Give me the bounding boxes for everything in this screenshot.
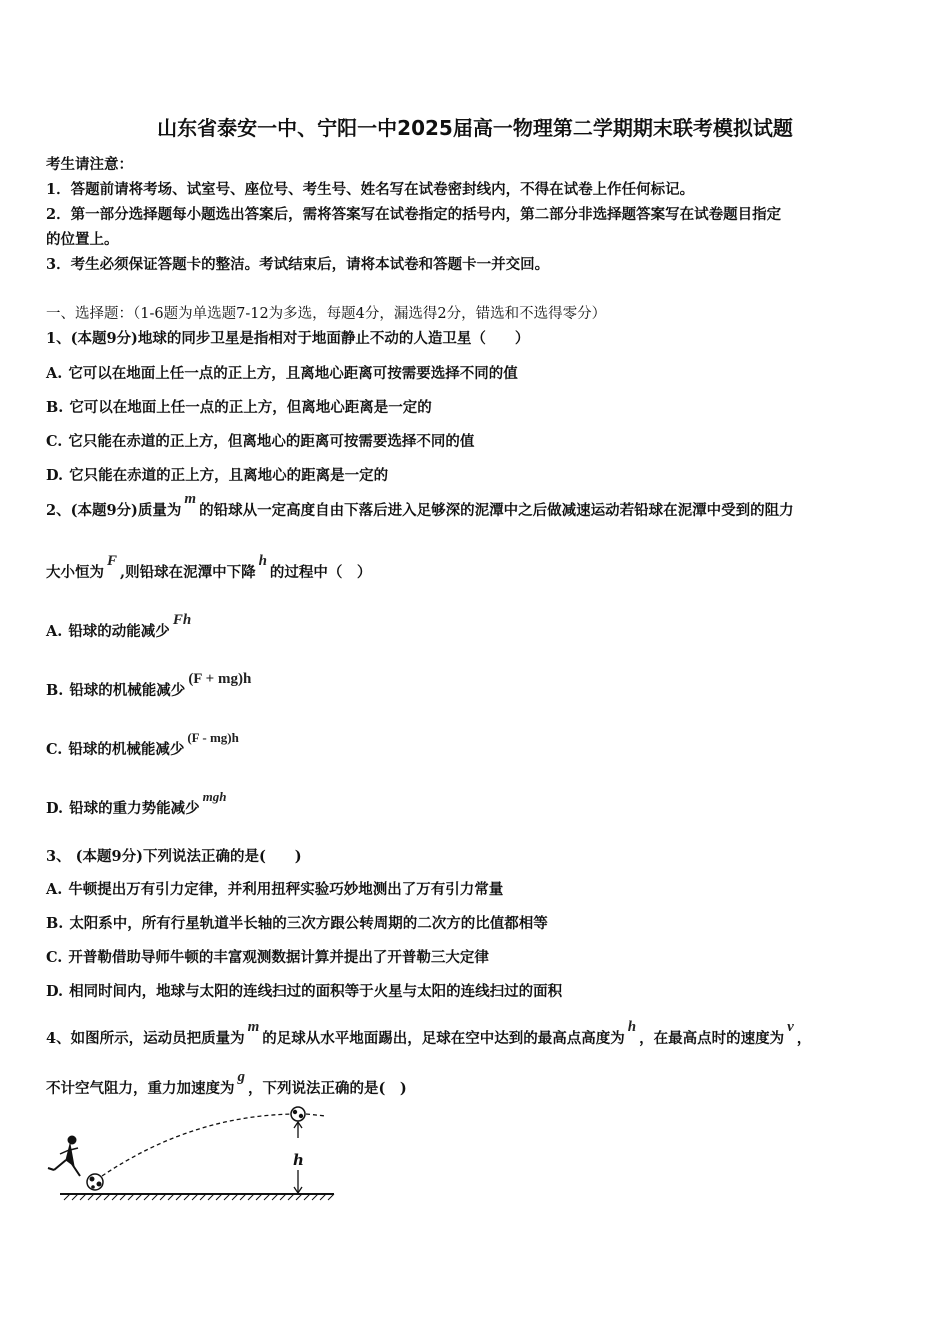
option-letter: A. — [46, 623, 63, 640]
question-3-stem: 3、 (本题9分)下列说法正确的是( ) — [46, 848, 302, 865]
stem-text: 4、如图所示，运动员把质量为 — [46, 1030, 245, 1047]
question-3-option-a — [46, 878, 503, 899]
question-2-stem-line-1 — [46, 491, 794, 520]
option-text: 它可以在地面上任一点的正上方，且离地心距离可按需要选择不同的值 — [68, 365, 518, 382]
stem-text: 2、(本题9分)质量为 — [46, 502, 182, 519]
stem-text: ，下列说法正确的是( ) — [248, 1080, 407, 1097]
option-text: 铅球的动能减少 — [68, 623, 170, 640]
option-text: 铅球的机械能减少 — [68, 741, 185, 758]
option-text: 铅球的重力势能减少 — [69, 800, 200, 817]
player-figure — [48, 1136, 80, 1176]
option-letter: D. — [46, 467, 64, 484]
notice-item: 1．答题前请将考场、试室号、座位号、考生号、姓名写在试卷密封线内，不得在试卷上作任何标记。 — [46, 181, 695, 198]
math-symbol-v: v — [787, 1019, 794, 1035]
stem-text: ， — [796, 1030, 812, 1047]
notice-item: 的位置上。 — [46, 231, 119, 248]
option-text: 它可以在地面上任一点的正上方，但离地心距离是一定的 — [69, 399, 432, 416]
question-2-option-d — [46, 789, 229, 818]
question-2-stem-line-2 — [46, 553, 372, 582]
question-2-option-b — [46, 671, 254, 700]
stem-text: ,则铅球在泥潭中下降 — [120, 564, 256, 581]
math-symbol-f: F — [107, 553, 118, 569]
math-symbol-g: g — [237, 1069, 245, 1085]
question-1-option-a — [46, 362, 518, 383]
option-text: 开普勒借助导师牛顿的丰富观测数据计算并提出了开普勒三大定律 — [68, 949, 489, 966]
option-letter: C. — [46, 741, 63, 758]
notice-item: 2．第一部分选择题每小题选出答案后，需将答案写在试卷指定的括号内，第二部分非选择题答案写在试卷题目指定 — [46, 206, 782, 223]
math-symbol-m: m — [247, 1019, 260, 1035]
ball-top-icon — [291, 1107, 305, 1121]
option-text: 它只能在赤道的正上方，且离地心的距离是一定的 — [69, 467, 389, 484]
option-math: Fh — [172, 612, 192, 628]
stem-text: 大小恒为 — [46, 564, 104, 581]
question-2-option-c — [46, 730, 242, 759]
notice-item: 3．考生必须保证答题卡的整洁。考试结束后，请将本试卷和答题卡一并交回。 — [46, 256, 550, 273]
question-2-option-a — [46, 612, 194, 641]
question-3-option-c — [46, 946, 489, 967]
question-4-stem-line-2 — [46, 1069, 407, 1098]
option-text: 铅球的机械能减少 — [69, 682, 186, 699]
option-letter: D. — [46, 983, 64, 1000]
trajectory-path — [306, 1114, 326, 1116]
option-text: 它只能在赤道的正上方，但离地心的距离可按需要选择不同的值 — [68, 433, 475, 450]
option-letter: A. — [46, 881, 63, 898]
question-1-option-b — [46, 396, 432, 417]
option-math: mgh — [202, 789, 227, 804]
option-text: 太阳系中，所有行星轨道半长轴的三次方跟公转周期的二次方的比值都相等 — [69, 915, 548, 932]
option-text: 相同时间内，地球与太阳的连线扫过的面积等于火星与太阳的连线扫过的面积 — [69, 983, 563, 1000]
question-1-option-d — [46, 464, 388, 485]
stem-text: ，在最高点时的速度为 — [639, 1030, 785, 1047]
question-3-option-d — [46, 980, 562, 1001]
option-letter: B. — [46, 682, 64, 699]
notice-heading: 考生请注意： — [46, 156, 133, 173]
option-math: (F - mg)h — [187, 730, 239, 745]
option-letter: C. — [46, 949, 63, 966]
question-4-stem-line-1 — [46, 1019, 812, 1048]
option-letter: D. — [46, 800, 64, 817]
kick-trajectory-figure — [44, 1104, 344, 1204]
stem-text: 的足球从水平地面踢出，足球在空中达到的最高点高度为 — [262, 1030, 625, 1047]
stem-text: 的过程中（ ） — [269, 564, 372, 581]
option-letter: B. — [46, 915, 64, 932]
option-letter: B. — [46, 399, 64, 416]
question-1-option-c — [46, 430, 474, 451]
stem-text: 不计空气阻力，重力加速度为 — [46, 1080, 235, 1097]
height-label: h — [293, 1151, 304, 1169]
math-symbol-h: h — [258, 553, 267, 569]
ball-start-icon — [87, 1174, 103, 1190]
option-math: (F + mg)h — [188, 671, 252, 687]
section-heading: 一、选择题：（1-6题为单选题7-12为多选，每题4分，漏选得2分，错选和不选得零分） — [46, 306, 607, 322]
option-letter: A. — [46, 365, 63, 382]
option-text: 牛顿提出万有引力定律，并利用扭秤实验巧妙地测出了万有引力常量 — [68, 881, 504, 898]
question-3-option-b — [46, 912, 548, 933]
math-symbol-h: h — [627, 1019, 637, 1035]
trajectory-path — [102, 1114, 299, 1176]
page-title: 山东省泰安一中、宁阳一中2025届高一物理第二学期期末联考模拟试题 — [157, 116, 793, 140]
option-letter: C. — [46, 433, 63, 450]
math-symbol-m: m — [184, 491, 197, 507]
stem-text: 的铅球从一定高度自由下落后进入足够深的泥潭中之后做减速运动若铅球在泥潭中受到的阻力 — [199, 502, 794, 519]
question-1-stem: 1、(本题9分)地球的同步卫星是指相对于地面静止不动的人造卫星（ ） — [46, 330, 530, 347]
